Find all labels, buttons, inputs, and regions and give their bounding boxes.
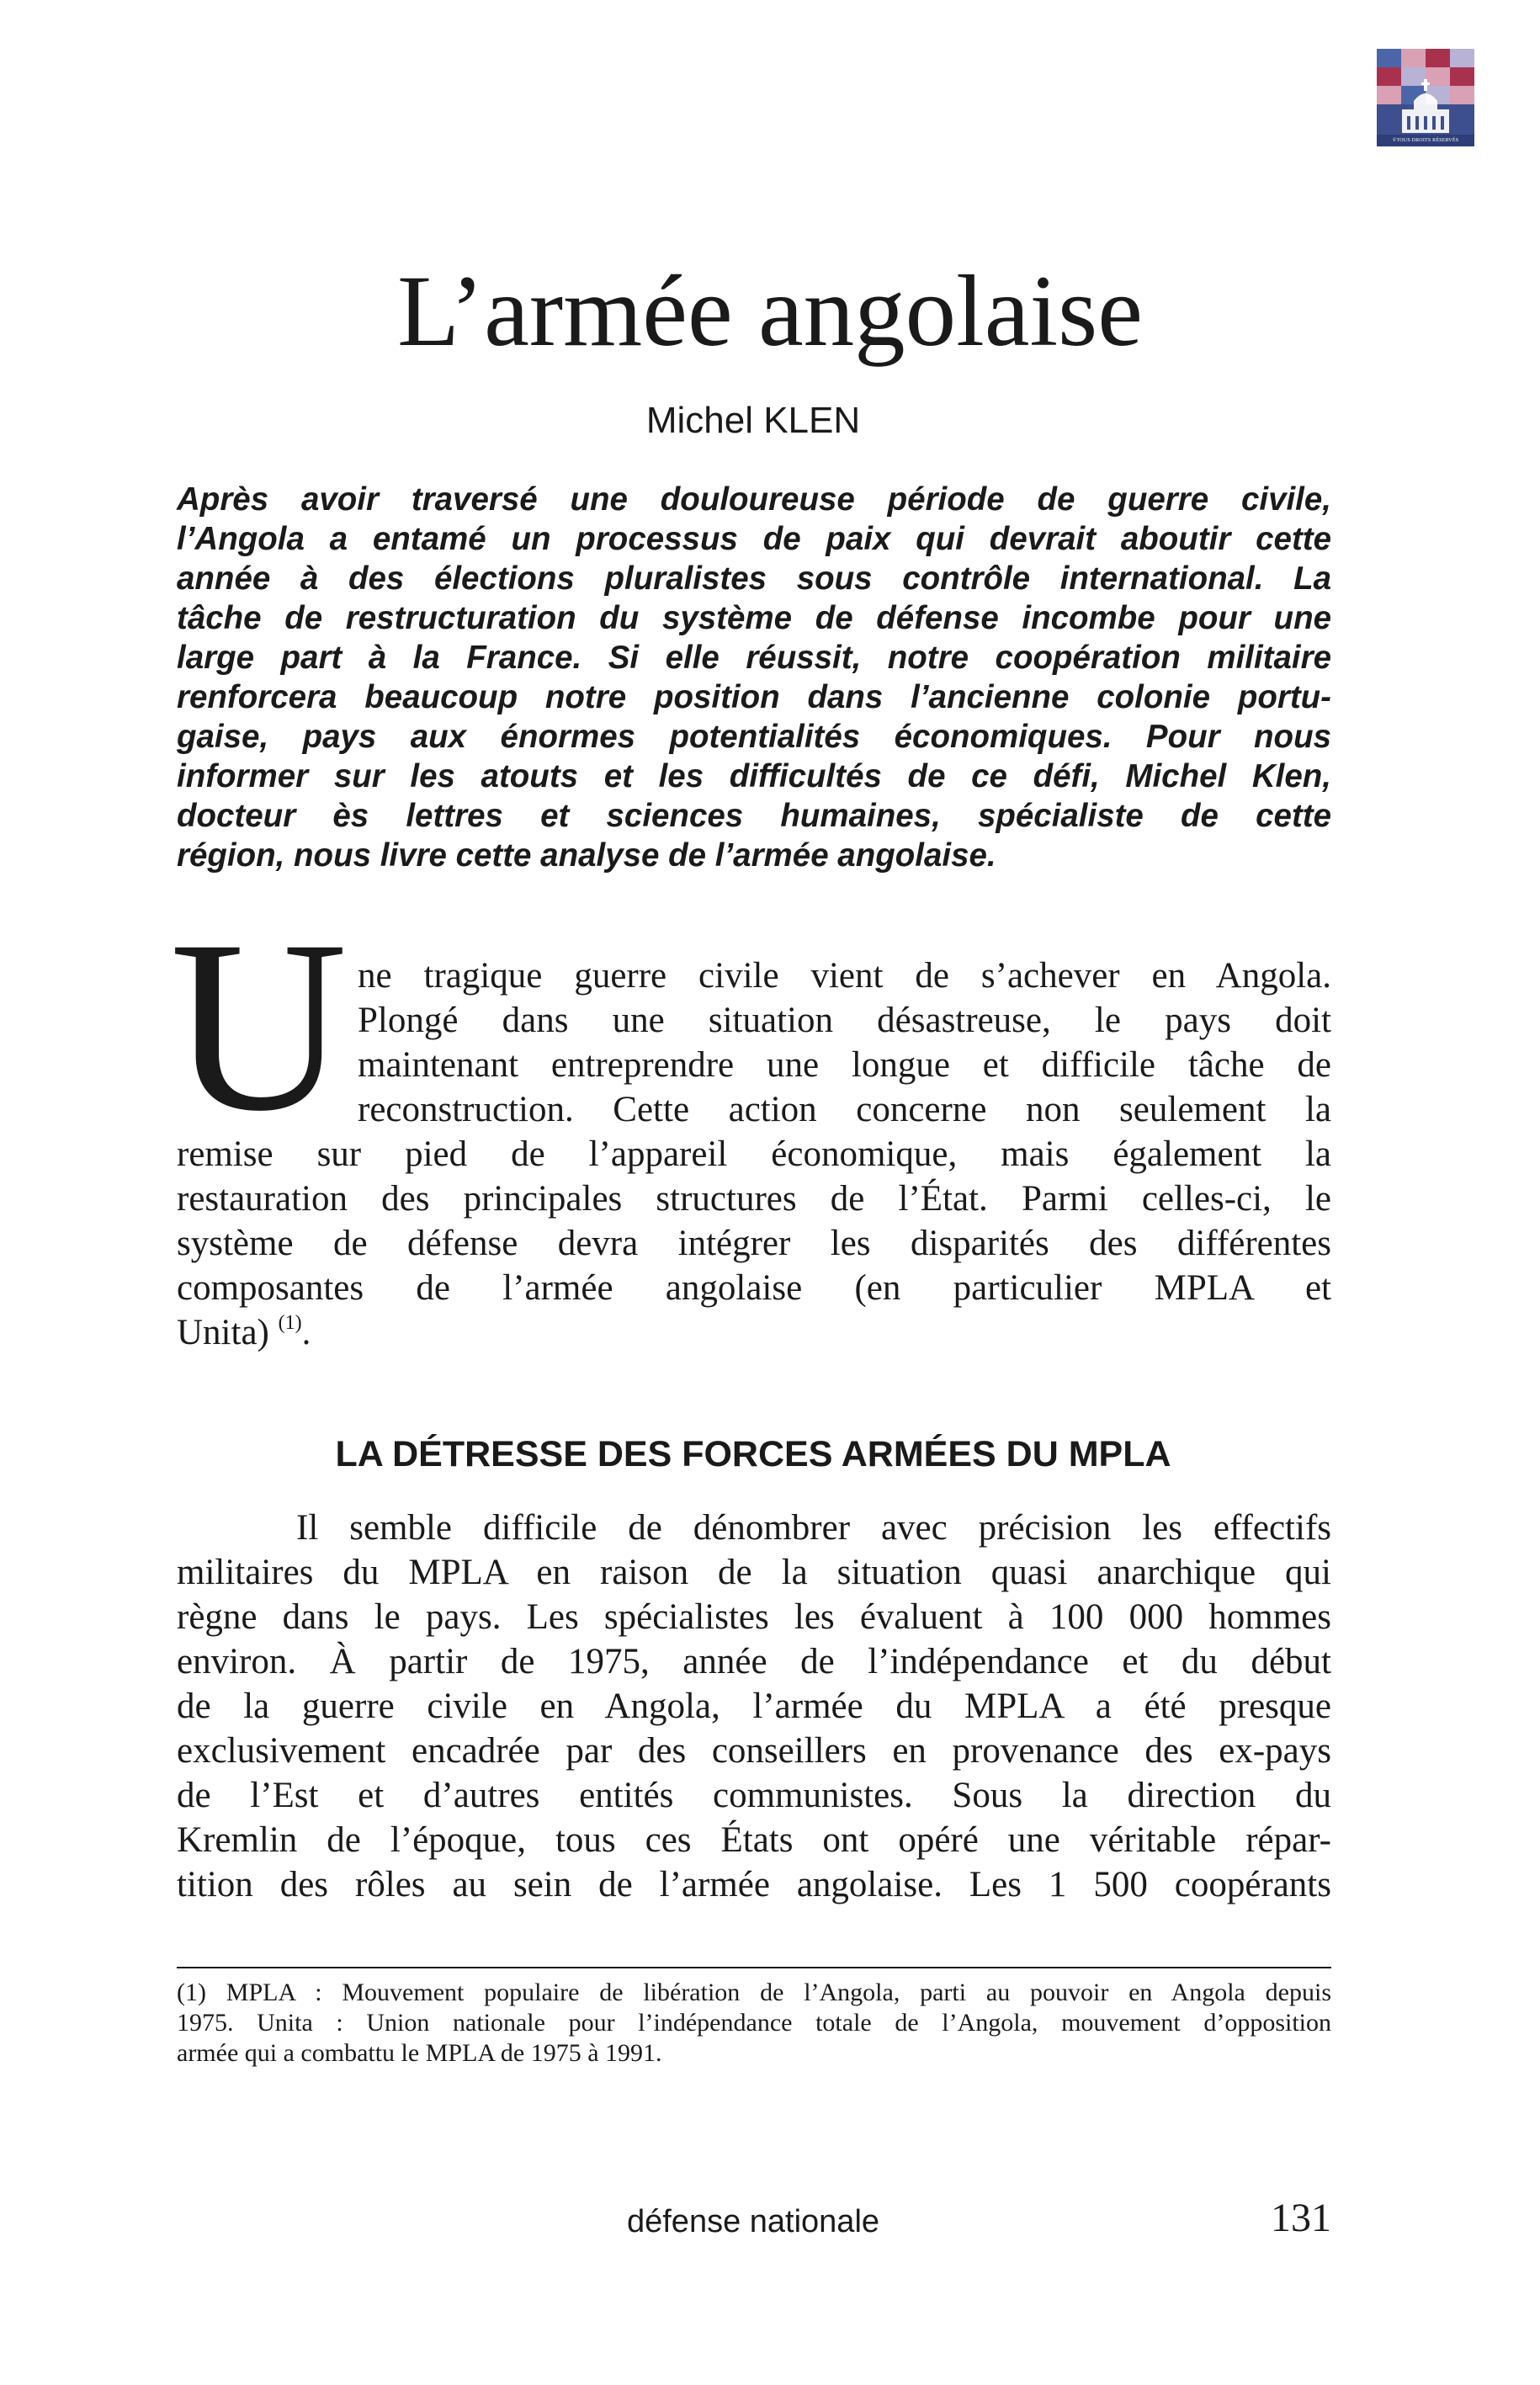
intro-line: reconstruction. Cette action concerne non seulement la — [358, 1090, 1331, 1129]
abstract-line: année à des élections pluralistes sous contrôle international. La — [177, 560, 1331, 597]
section-line: environ. À partir de 1975, année de l’indépendance et du début — [177, 1642, 1331, 1681]
abstract-line: Après avoir traversé une douloureuse période de guerre civile, — [177, 481, 1331, 518]
abstract-line: région, nous livre cette analyse de l’armée angolaise. — [177, 837, 996, 874]
intro-line: Unita) — [177, 1313, 269, 1352]
section-line: tition des rôles au sein de l’armée angolaise. Les 1 500 coopérants — [177, 1865, 1331, 1904]
intro-line: système de défense devra intégrer les disparités des différentes — [177, 1224, 1331, 1263]
journal-logo — [1377, 49, 1474, 146]
intro-end-punct: . — [301, 1313, 311, 1352]
intro-line: Plongé dans une situation désastreuse, le pays doit — [358, 1001, 1331, 1040]
logo-caption: ©TOUS DROITS RÉSERVÉS — [1392, 138, 1459, 143]
abstract-line: l’Angola a entamé un processus de paix qui devrait aboutir cette — [177, 521, 1331, 557]
article-title: L’armée angolaise — [397, 255, 1143, 368]
journal-name: défense nationale — [626, 2204, 880, 2239]
article-abstract — [177, 480, 1331, 875]
intro-line: restauration des principales structures de l’État. Parmi celles-ci, le — [177, 1179, 1331, 1219]
abstract-line: tâche de restructuration du système de défense incombe pour une — [177, 600, 1331, 636]
section-line: Kremlin de l’époque, tous ces États ont opéré une véritable répar- — [177, 1820, 1331, 1860]
abstract-line: gaise, pays aux énormes potentialités économiques. Pour nous — [177, 719, 1331, 755]
page-number: 131 — [1271, 2196, 1331, 2240]
section-line: militaires du MPLA en raison de la situation quasi anarchique qui — [177, 1553, 1331, 1592]
section-heading: LA DÉTRESSE DES FORCES ARMÉES DU MPLA — [335, 1434, 1171, 1474]
abstract-line: docteur ès lettres et sciences humaines, spécialiste de cette — [177, 798, 1331, 834]
section-line: de l’Est et d’autres entités communistes. Sous la direction du — [177, 1776, 1331, 1815]
article-author: Michel KLEN — [645, 400, 861, 441]
abstract-line: informer sur les atouts et les difficultés de ce défi, Michel Klen, — [177, 758, 1331, 794]
abstract-line: renforcera beaucoup notre position dans l’ancienne colonie portu- — [177, 679, 1331, 715]
section-line: règne dans le pays. Les spécialistes les évaluent à 100 000 hommes — [177, 1597, 1331, 1637]
section-line: exclusivement encadrée par des conseillers en provenance des ex-pays — [177, 1731, 1331, 1771]
section-line: Il semble difficile de dénombrer avec précision les effectifs — [296, 1508, 1331, 1548]
abstract-line: large part à la France. Si elle réussit, notre coopération militaire — [177, 640, 1331, 676]
drop-cap: U — [170, 890, 348, 1162]
footnote-line: armée qui a combattu le MPLA de 1975 à 1991. — [177, 2039, 662, 2067]
intro-last-line — [177, 1310, 1331, 1355]
intro-line: maintenant entreprendre une longue et difficile tâche de — [358, 1045, 1331, 1085]
intro-line: composantes de l’armée angolaise (en particulier MPLA et — [177, 1268, 1331, 1308]
footnote-line: 1975. Unita : Union nationale pour l’indépendance totale de l’Angola, mouvement d’opposition — [177, 2009, 1331, 2037]
footnote-divider — [177, 1967, 1331, 1968]
logo-mosaic-icon — [1377, 49, 1474, 146]
footnote-reference[interactable]: (1) — [278, 1312, 302, 1334]
intro-line: ne tragique guerre civile vient de s’achever en Angola. — [358, 956, 1331, 996]
intro-line: remise sur pied de l’appareil économique, mais également la — [177, 1134, 1331, 1174]
footnote-line: (1) MPLA : Mouvement populaire de libération de l’Angola, parti au pouvoir en Angola depuis — [177, 1979, 1331, 2006]
section-line: de la guerre civile en Angola, l’armée du MPLA a été presque — [177, 1686, 1331, 1726]
